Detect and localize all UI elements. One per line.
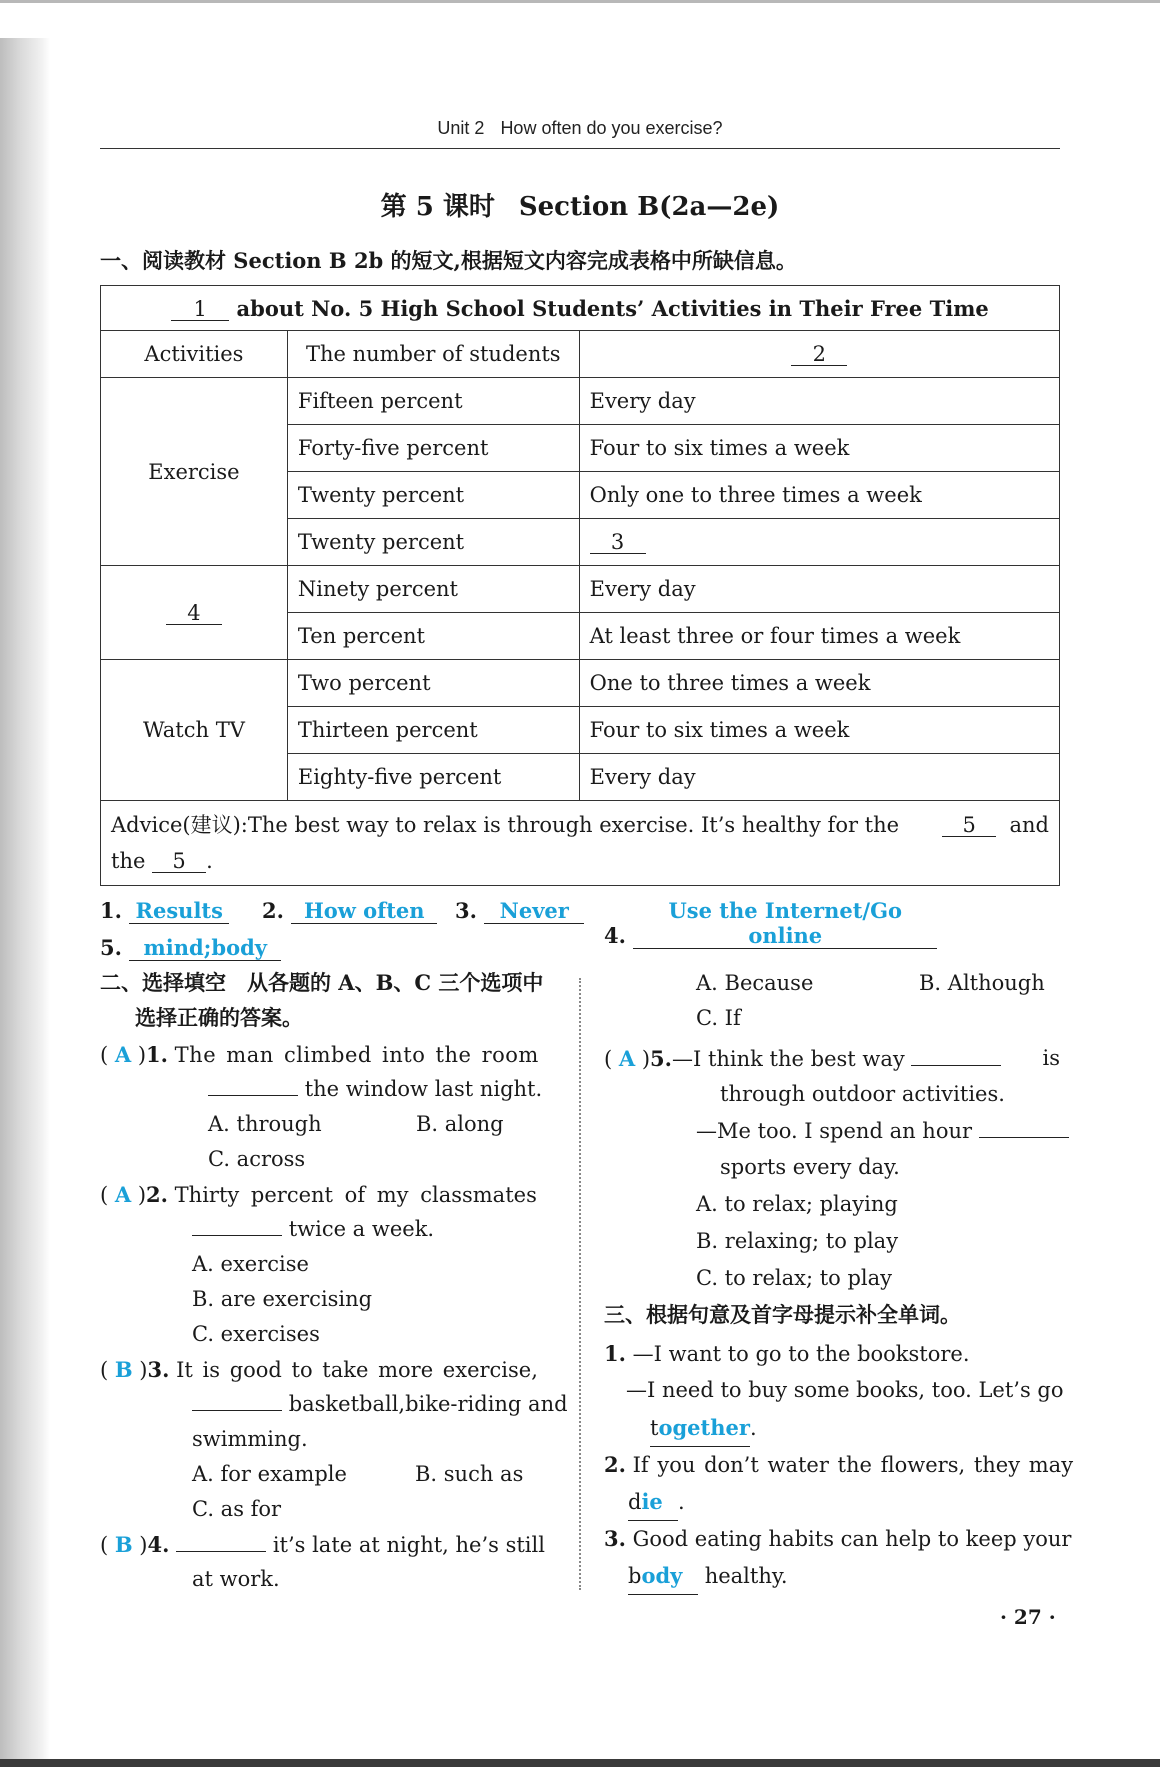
blank-5b[interactable]: 5 — [152, 850, 206, 873]
answer-num: 3. — [455, 898, 477, 923]
answer-2 — [262, 898, 437, 924]
question-1: ( A )1. The man climbed into the room — [100, 1042, 539, 1067]
fq3-number: 3. — [604, 1526, 626, 1551]
running-header — [100, 118, 1060, 139]
table-row — [101, 660, 1060, 707]
table-header-row — [101, 331, 1060, 378]
q3-option-c[interactable]: C. as for — [192, 1497, 282, 1521]
lesson-number: 第 5 课时 — [380, 192, 495, 222]
q4-option-b[interactable]: B. Although — [919, 971, 1045, 995]
frequency-cell: Four to six times a week — [579, 707, 1059, 754]
q3-text-2: basketball,bike-riding and — [288, 1392, 568, 1416]
number-cell: Twenty percent — [287, 519, 579, 566]
page-binding-shadow — [0, 38, 50, 1763]
answer-text: Never — [484, 898, 584, 924]
fill-question-3 — [604, 1521, 1071, 1557]
table-row — [101, 378, 1060, 425]
blank-5a[interactable]: 5 — [942, 814, 996, 837]
q1-option-c[interactable]: C. across — [208, 1147, 306, 1171]
answer-5 — [100, 935, 281, 961]
question-2-line2 — [192, 1212, 434, 1247]
top-edge — [0, 0, 1160, 3]
advice-the: the — [111, 849, 146, 873]
fq1-end: . — [750, 1416, 757, 1440]
q2-answer[interactable]: A — [114, 1182, 132, 1207]
q2-option-a[interactable]: A. exercise — [192, 1252, 309, 1276]
fq1-prefix: t — [650, 1416, 659, 1440]
answer-text: mind;body — [129, 935, 281, 961]
table-title: about No. 5 High School Students’ Activities in Their Free Time — [236, 295, 989, 321]
table-title-row — [101, 286, 1060, 331]
q3-blank[interactable] — [192, 1388, 282, 1411]
fq1-text-2: —I need to buy some books, too. Let’s go — [626, 1378, 1064, 1402]
fq2-text: If you don’t water the flowers, they may — [632, 1453, 1074, 1477]
answer-num: 5. — [100, 935, 122, 960]
number-cell: Forty-five percent — [287, 425, 579, 472]
q5-option-b[interactable]: B. relaxing; to play — [696, 1229, 899, 1253]
fq1-text: —I want to go to the bookstore. — [632, 1342, 970, 1366]
advice-row — [101, 801, 1060, 886]
frequency-cell: At least three or four times a week — [579, 613, 1059, 660]
fq2-end: . — [678, 1490, 685, 1514]
q5-answer[interactable]: A — [618, 1046, 636, 1071]
q5-blank-2[interactable] — [979, 1115, 1069, 1138]
bottom-edge — [0, 1759, 1160, 1767]
column-divider — [579, 978, 581, 1590]
q1-answer[interactable]: A — [114, 1042, 132, 1067]
q2-option-b[interactable]: B. are exercising — [192, 1287, 373, 1311]
activity-exercise: Exercise — [101, 378, 288, 566]
q1-option-a[interactable]: A. through — [208, 1112, 322, 1136]
q1-blank[interactable] — [208, 1073, 298, 1096]
fq2-number: 2. — [604, 1452, 626, 1477]
blank-1[interactable]: 1 — [171, 298, 229, 321]
blank-4[interactable]: 4 — [166, 602, 222, 625]
question-1-line2 — [208, 1072, 542, 1107]
number-cell: Twenty percent — [287, 472, 579, 519]
header-unit: Unit 2 — [437, 118, 485, 138]
question-3: ( B )3. It is good to take more exercise, — [100, 1357, 538, 1382]
header-rule — [100, 148, 1060, 149]
number-cell: Fifteen percent — [287, 378, 579, 425]
fq2-answer[interactable]: ie — [641, 1489, 663, 1514]
q2-text-2: twice a week. — [288, 1217, 435, 1241]
q5-text-is: is — [1042, 1046, 1060, 1070]
frequency-cell: Only one to three times a week — [579, 472, 1059, 519]
part2-heading-1: 二、选择填空 从各题的 A、B、C 三个选项中 — [100, 970, 544, 995]
fq3-text: Good eating habits can help to keep your — [632, 1527, 1072, 1551]
q4-answer[interactable]: B — [114, 1532, 133, 1557]
table-title-cell — [101, 286, 1060, 331]
answer-text: How often — [291, 898, 437, 924]
q1-text: The man climbed into the room — [174, 1043, 539, 1067]
number-cell: Eighty-five percent — [287, 754, 579, 801]
question-3-line2 — [192, 1387, 568, 1422]
q1-text-2: the window last night. — [304, 1077, 543, 1101]
blank-3[interactable]: 3 — [590, 531, 646, 554]
q5-text: —I think the best way — [671, 1047, 905, 1071]
q3-number: 3. — [147, 1357, 170, 1382]
activity-watch-tv: Watch TV — [101, 660, 288, 801]
q5-text-4: sports every day. — [720, 1155, 900, 1179]
q4-text: it’s late at night, he’s still — [272, 1533, 545, 1557]
frequency-cell: Four to six times a week — [579, 425, 1059, 472]
header-title: How often do you exercise? — [500, 118, 723, 138]
q5-option-c[interactable]: C. to relax; to play — [696, 1266, 893, 1290]
q2-text: Thirty percent of my classmates — [174, 1183, 537, 1207]
question-2: ( A )2. Thirty percent of my classmates — [100, 1182, 537, 1207]
header-number: The number of students — [287, 331, 579, 378]
header-frequency-cell — [579, 331, 1059, 378]
q5-line3 — [696, 1114, 1069, 1149]
part1-heading: 一、阅读教材 Section B 2b 的短文,根据短文内容完成表格中所缺信息。 — [100, 248, 797, 273]
q3-text: It is good to take more exercise, — [176, 1358, 538, 1382]
fq3-prefix: b — [628, 1564, 642, 1588]
answer-3 — [455, 898, 584, 924]
q4-number: 4. — [147, 1532, 170, 1557]
q4-text-2: at work. — [192, 1567, 280, 1591]
part3-heading: 三、根据句意及首字母提示补全单词。 — [604, 1302, 961, 1327]
page-number: · 27 · — [1000, 1605, 1056, 1629]
q3-answer[interactable]: B — [114, 1357, 133, 1382]
frequency-cell: Every day — [579, 378, 1059, 425]
number-cell: Two percent — [287, 660, 579, 707]
q5-option-a[interactable]: A. to relax; playing — [696, 1192, 898, 1216]
advice-period: . — [206, 849, 213, 873]
number-cell: Ninety percent — [287, 566, 579, 613]
advice-and: and — [1009, 813, 1049, 837]
fill-question-2 — [604, 1447, 1073, 1483]
q1-option-b[interactable]: B. along — [416, 1112, 504, 1136]
q4-option-a[interactable]: A. Because — [696, 971, 814, 995]
advice-cell — [101, 801, 1060, 886]
q2-blank[interactable] — [192, 1213, 282, 1236]
answer-num: 1. — [100, 898, 122, 923]
q3-option-b[interactable]: B. such as — [415, 1462, 524, 1486]
frequency-cell: One to three times a week — [579, 660, 1059, 707]
q4-option-c[interactable]: C. If — [696, 1006, 741, 1030]
fq1-answer-line — [650, 1410, 757, 1447]
fq2-prefix: d — [628, 1490, 642, 1514]
q2-number: 2. — [146, 1182, 168, 1207]
q2-option-c[interactable]: C. exercises — [192, 1322, 320, 1346]
table-row — [101, 566, 1060, 613]
blank-2[interactable]: 2 — [791, 343, 847, 366]
q3-text-3: swimming. — [192, 1427, 308, 1451]
q5-blank-1[interactable] — [911, 1043, 1001, 1066]
activity-blank-cell — [101, 566, 288, 660]
answer-text: Results — [129, 898, 229, 924]
fq3-answer-line — [628, 1558, 788, 1595]
fill-question-1 — [604, 1336, 970, 1372]
fq2-answer-line — [628, 1484, 685, 1521]
reading-table — [100, 285, 1060, 886]
answer-text: Use the Internet/Go online — [633, 898, 937, 949]
lesson-section: Section B(2a—2e) — [518, 192, 780, 222]
fq3-end: healthy. — [704, 1564, 788, 1588]
q5-text-3: —Me too. I spend an hour — [696, 1119, 973, 1143]
q4-blank[interactable] — [176, 1529, 266, 1552]
header-activities: Activities — [101, 331, 288, 378]
q5-text-2: through outdoor activities. — [720, 1082, 1005, 1106]
question-4: ( B )4. it’s late at night, he’s still — [100, 1527, 545, 1563]
q3-option-a[interactable]: A. for example — [192, 1462, 347, 1486]
q5-number: 5. — [650, 1046, 672, 1071]
question-5: ( A )5.—I think the best way is — [604, 1041, 1060, 1077]
lesson-title — [100, 186, 1060, 223]
fq3-answer[interactable]: ody — [641, 1563, 683, 1588]
frequency-cell: Every day — [579, 566, 1059, 613]
advice-text: Advice(建议):The best way to relax is through exercise. It’s healthy for the — [111, 813, 900, 837]
answer-num: 4. — [604, 923, 626, 948]
frequency-cell: Every day — [579, 754, 1059, 801]
answer-4 — [604, 898, 937, 949]
q1-number: 1. — [146, 1042, 168, 1067]
answer-num: 2. — [262, 898, 284, 923]
number-cell: Ten percent — [287, 613, 579, 660]
fq1-number: 1. — [604, 1341, 626, 1366]
frequency-cell — [579, 519, 1059, 566]
number-cell: Thirteen percent — [287, 707, 579, 754]
part2-heading-2: 选择正确的答案。 — [135, 1005, 303, 1030]
answer-1 — [100, 898, 229, 924]
fq1-answer[interactable]: ogether — [658, 1415, 750, 1440]
